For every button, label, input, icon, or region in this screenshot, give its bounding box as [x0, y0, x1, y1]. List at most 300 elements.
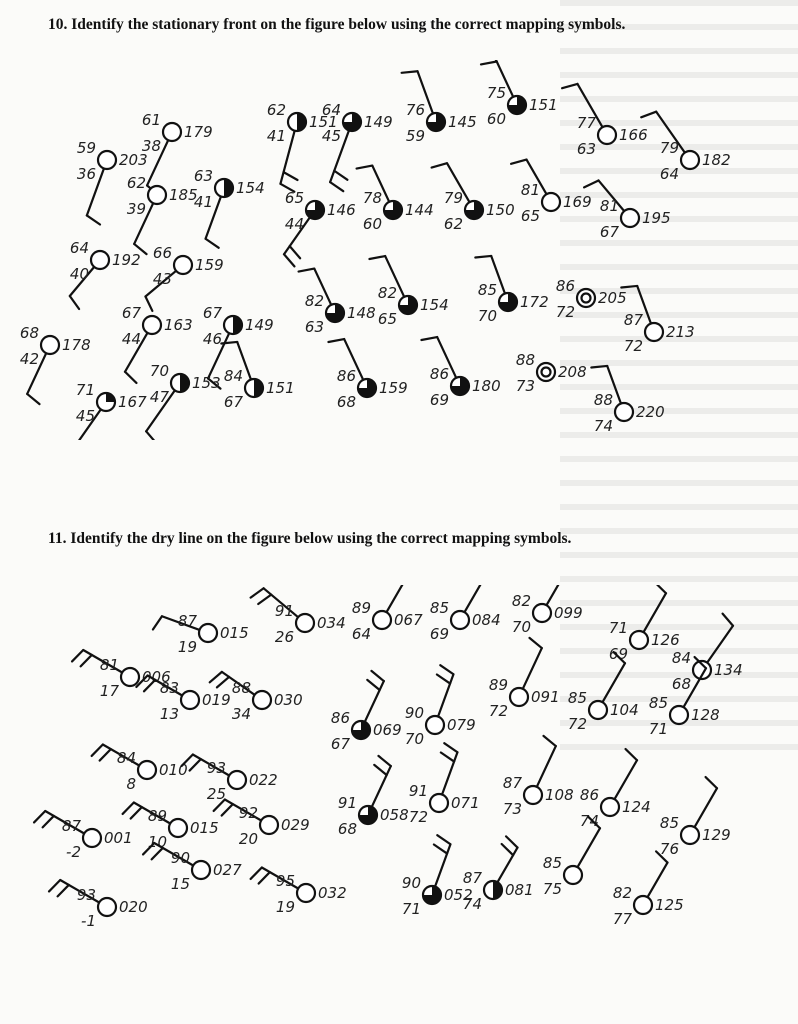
- temperature-label: 64: [69, 239, 89, 257]
- pressure-label: 151: [529, 96, 558, 114]
- cloud-cover-circle: [681, 826, 699, 844]
- pressure-label: 027: [213, 861, 242, 879]
- station-model[interactable]: [511, 160, 592, 225]
- pressure-label: 167: [118, 393, 147, 411]
- pressure-label: 153: [192, 374, 221, 392]
- dewpoint-label: 17: [99, 682, 119, 700]
- dewpoint-label: 8: [126, 775, 136, 793]
- station-model[interactable]: [72, 381, 147, 440]
- pressure-label: 180: [472, 377, 501, 395]
- station-model[interactable]: [221, 342, 294, 411]
- wind-staff: [372, 766, 391, 807]
- wind-barb: [131, 807, 142, 818]
- pressure-label: 159: [195, 256, 224, 274]
- station-model[interactable]: [562, 84, 648, 158]
- pressure-label: 030: [274, 691, 303, 709]
- pressure-label: 151: [266, 379, 295, 397]
- dewpoint-label: 60: [486, 110, 506, 128]
- pressure-label: 081: [505, 881, 534, 899]
- station-model[interactable]: [609, 585, 680, 663]
- temperature-label: 65: [284, 189, 304, 207]
- station-model[interactable]: [463, 836, 534, 913]
- dewpoint-label: 70: [404, 730, 424, 748]
- wind-barb: [222, 804, 233, 815]
- station-model[interactable]: [516, 351, 587, 395]
- dewpoint-label: 65: [520, 207, 540, 225]
- dewpoint-label: 20: [238, 830, 258, 848]
- temperature-label: 79: [443, 189, 463, 207]
- temperature-label: 85: [477, 281, 497, 299]
- dewpoint-label: 63: [304, 318, 324, 336]
- station-model[interactable]: [475, 256, 548, 325]
- wind-barb: [251, 588, 264, 597]
- dewpoint-label: 71: [401, 900, 421, 918]
- wind-barb: [58, 885, 69, 896]
- wind-barb: [374, 765, 386, 775]
- cloud-cover-circle: [192, 861, 210, 879]
- wind-barb: [284, 254, 294, 266]
- dewpoint-label: 72: [567, 715, 587, 733]
- pressure-label: 126: [651, 631, 680, 649]
- station-model[interactable]: [584, 180, 671, 241]
- temperature-label: 91: [408, 782, 428, 800]
- cloud-cover-circle: [260, 816, 278, 834]
- pressure-label: 205: [598, 289, 627, 307]
- station-model[interactable]: [153, 612, 249, 656]
- wind-barb: [584, 180, 598, 187]
- station-model[interactable]: [591, 366, 664, 435]
- station-model[interactable]: [123, 803, 219, 852]
- wind-barb: [34, 811, 45, 822]
- dewpoint-label: 74: [462, 895, 482, 913]
- cloud-cover-circle: [589, 701, 607, 719]
- temperature-label: 86: [429, 365, 449, 383]
- pressure-label: 067: [394, 611, 423, 629]
- temperature-label: 84: [223, 367, 243, 385]
- wind-barb: [146, 431, 156, 440]
- cloud-cover-circle: [297, 884, 315, 902]
- wind-barb: [475, 256, 491, 258]
- wind-barb: [626, 749, 637, 760]
- station-model[interactable]: [49, 880, 148, 930]
- station-model[interactable]: [182, 755, 278, 804]
- pressure-label: 071: [451, 794, 480, 812]
- wind-barb: [706, 777, 717, 788]
- station-model[interactable]: [145, 244, 223, 311]
- temperature-label: 90: [401, 874, 421, 892]
- dewpoint-label: 19: [275, 898, 295, 916]
- station-model[interactable]: [369, 256, 448, 328]
- wind-barb: [378, 756, 390, 766]
- cloud-cover-circle: [645, 323, 663, 341]
- pressure-label: 208: [558, 363, 587, 381]
- dewpoint-label: 72: [555, 303, 575, 321]
- wind-barb: [621, 286, 637, 288]
- station-model[interactable]: [430, 585, 501, 643]
- wind-barb: [153, 616, 162, 629]
- wind-barb: [190, 759, 201, 770]
- station-model[interactable]: [641, 112, 730, 183]
- pressure-label: 163: [164, 316, 193, 334]
- pressure-label: 128: [691, 706, 720, 724]
- cloud-cover-circle: [41, 336, 59, 354]
- station-model[interactable]: [72, 650, 171, 700]
- wind-barb: [284, 172, 298, 180]
- station-model[interactable]: [92, 745, 188, 794]
- wind-barb: [481, 61, 497, 64]
- wind-barb: [145, 296, 152, 310]
- wind-barb: [49, 880, 60, 891]
- wind-barb: [334, 171, 347, 180]
- wind-barb: [328, 339, 344, 342]
- cloud-cover-circle: [601, 798, 619, 816]
- pressure-label: 084: [472, 611, 501, 629]
- station-model[interactable]: [251, 868, 347, 917]
- wind-staff: [603, 663, 626, 702]
- dewpoint-label: 15: [170, 875, 190, 893]
- dewpoint-label: 74: [593, 417, 613, 435]
- temperature-label: 85: [429, 599, 449, 617]
- wind-barb: [511, 160, 526, 164]
- cloud-cover-circle: [169, 819, 187, 837]
- temperature-label: 91: [274, 602, 294, 620]
- wind-barb: [92, 745, 103, 756]
- dewpoint-label: 73: [502, 800, 522, 818]
- temperature-label: 91: [337, 794, 357, 812]
- wind-staff: [648, 863, 668, 898]
- station-model[interactable]: [352, 585, 423, 643]
- temperature-label: 71: [75, 381, 95, 399]
- station-model[interactable]: [338, 756, 409, 838]
- station-model[interactable]: [146, 362, 220, 440]
- temperature-label: 79: [659, 139, 679, 157]
- dewpoint-label: 67: [223, 393, 243, 411]
- temperature-label: 78: [362, 189, 382, 207]
- wind-barb: [432, 163, 447, 167]
- pressure-label: 034: [317, 614, 346, 632]
- pressure-label: 010: [159, 761, 188, 779]
- station-model[interactable]: [405, 665, 476, 748]
- wind-staff: [465, 585, 488, 612]
- temperature-label: 93: [76, 886, 96, 904]
- temperature-label: 82: [377, 284, 397, 302]
- pressure-label: 213: [666, 323, 695, 341]
- pressure-label: 220: [636, 403, 665, 421]
- temperature-label: 87: [61, 817, 81, 835]
- cloud-cover-circle: [630, 631, 648, 649]
- station-model-map-10[interactable]: [0, 60, 798, 440]
- station-model[interactable]: [621, 286, 694, 355]
- pressure-label: 069: [373, 721, 402, 739]
- station-model[interactable]: [476, 60, 557, 128]
- wind-barb: [562, 84, 577, 88]
- station-model-map-11[interactable]: [0, 585, 798, 955]
- cloud-cover-circle: [148, 186, 166, 204]
- cloud-cover-circle: [533, 604, 551, 622]
- temperature-label: 86: [579, 786, 599, 804]
- station-model[interactable]: [672, 614, 743, 693]
- dewpoint-label: 64: [659, 165, 679, 183]
- wind-barb: [27, 394, 39, 404]
- pressure-label: 148: [347, 304, 376, 322]
- temperature-label: 86: [336, 367, 356, 385]
- wind-barb: [258, 595, 271, 604]
- station-model[interactable]: [402, 71, 477, 145]
- temperature-label: 85: [567, 689, 587, 707]
- dewpoint-label: 69: [429, 391, 449, 409]
- temperature-label: 90: [170, 849, 190, 867]
- wind-barb: [440, 665, 453, 674]
- wind-barb: [437, 835, 450, 844]
- station-plot-svg-10[interactable]: [0, 60, 798, 440]
- temperature-label: 66: [152, 244, 172, 262]
- pressure-label: 185: [169, 186, 198, 204]
- pressure-label: 146: [327, 201, 356, 219]
- temperature-label: 87: [177, 612, 197, 630]
- station-model[interactable]: [556, 277, 627, 321]
- cloud-cover-circle: [542, 193, 560, 211]
- station-model[interactable]: [409, 743, 480, 826]
- wind-barb: [434, 845, 447, 854]
- station-model[interactable]: [34, 811, 133, 861]
- wind-barb: [357, 166, 373, 169]
- wind-staff: [365, 681, 384, 722]
- station-model[interactable]: [432, 163, 515, 233]
- cloud-cover-circle: [91, 251, 109, 269]
- cloud-cover-circle: [228, 771, 246, 789]
- wind-barb: [81, 655, 92, 666]
- station-plot-svg-11[interactable]: [0, 585, 798, 955]
- wind-barb: [655, 585, 666, 593]
- station-model[interactable]: [299, 269, 376, 336]
- temperature-label: 89: [488, 676, 508, 694]
- wind-staff: [644, 593, 667, 632]
- pressure-label: 144: [405, 201, 434, 219]
- dewpoint-label: 41: [266, 127, 286, 145]
- pressure-label: 015: [190, 819, 219, 837]
- dewpoint-label: 69: [429, 625, 449, 643]
- pressure-label: 020: [119, 898, 148, 916]
- wind-staff: [695, 788, 718, 827]
- wind-barb: [369, 256, 385, 259]
- wind-barb: [43, 816, 54, 827]
- station-model[interactable]: [421, 337, 500, 409]
- cloud-cover-circle: [83, 829, 101, 847]
- station-model[interactable]: [613, 851, 684, 928]
- temperature-label: 85: [542, 854, 562, 872]
- temperature-label: 63: [193, 167, 213, 185]
- wind-barb: [421, 337, 437, 340]
- dewpoint-label: 69: [608, 645, 628, 663]
- wind-barb: [217, 677, 229, 687]
- dewpoint-label: 62: [443, 215, 463, 233]
- pressure-label: 015: [220, 624, 249, 642]
- station-model[interactable]: [503, 736, 574, 818]
- cloud-cover-circle: [143, 316, 161, 334]
- wind-staff: [615, 760, 638, 799]
- temperature-label: 82: [511, 592, 531, 610]
- dewpoint-label: -1: [81, 912, 96, 930]
- pressure-label: 172: [520, 293, 549, 311]
- wind-staff: [387, 585, 411, 612]
- wind-barb: [100, 749, 111, 760]
- temperature-label: 88: [515, 351, 535, 369]
- station-model[interactable]: [512, 585, 583, 636]
- temperature-label: 85: [648, 694, 668, 712]
- station-model[interactable]: [568, 652, 639, 733]
- dewpoint-label: 72: [623, 337, 643, 355]
- pressure-label: 091: [531, 688, 560, 706]
- temperature-label: 89: [351, 599, 371, 617]
- wind-barb: [641, 112, 656, 118]
- station-model[interactable]: [214, 800, 310, 849]
- cloud-cover-circle: [430, 794, 448, 812]
- dewpoint-label: 38: [141, 137, 161, 155]
- dewpoint-label: 72: [408, 808, 428, 826]
- dewpoint-label: 44: [121, 330, 141, 348]
- pressure-label: 195: [642, 209, 671, 227]
- cloud-cover-circle: [681, 151, 699, 169]
- cloud-cover-circle: [634, 896, 652, 914]
- dewpoint-label: 63: [576, 140, 596, 158]
- temperature-label: 70: [149, 362, 169, 380]
- dewpoint-label: 70: [511, 618, 531, 636]
- temperature-label: 75: [486, 84, 506, 102]
- cloud-cover-circle: [510, 688, 528, 706]
- dewpoint-label: 60: [362, 215, 382, 233]
- wind-barb: [591, 366, 607, 368]
- pressure-label: 179: [184, 123, 213, 141]
- temperature-label: 88: [231, 679, 251, 697]
- pressure-label: 108: [545, 786, 574, 804]
- temperature-label: 81: [599, 197, 619, 215]
- cloud-cover-circle: [598, 126, 616, 144]
- temperature-label: 68: [19, 324, 39, 342]
- wind-barb: [367, 680, 379, 690]
- pressure-label: 019: [202, 691, 231, 709]
- pressure-label: 058: [380, 806, 409, 824]
- temperature-label: 93: [206, 759, 226, 777]
- pressure-label: 154: [420, 296, 449, 314]
- pressure-label: 001: [104, 829, 133, 847]
- station-model[interactable]: [660, 777, 731, 858]
- temperature-label: 89: [147, 807, 167, 825]
- dewpoint-label: 70: [477, 307, 497, 325]
- wind-barb: [441, 753, 454, 762]
- wind-barb: [221, 342, 237, 344]
- temperature-label: 61: [141, 111, 161, 129]
- station-model[interactable]: [194, 167, 265, 248]
- temperature-label: 64: [321, 101, 341, 119]
- temperature-label: 81: [520, 181, 540, 199]
- wind-staff: [498, 848, 518, 883]
- dewpoint-label: 45: [321, 127, 341, 145]
- dewpoint-label: 42: [19, 350, 39, 368]
- wind-barb: [290, 246, 300, 258]
- cloud-cover-circle: [426, 716, 444, 734]
- dewpoint-label: 77: [612, 910, 632, 928]
- dewpoint-label: 26: [274, 628, 294, 646]
- dewpoint-label: 76: [659, 840, 679, 858]
- wind-barb: [70, 296, 79, 309]
- dewpoint-label: 25: [206, 785, 226, 803]
- temperature-label: 92: [238, 804, 258, 822]
- temperature-label: 62: [266, 101, 286, 119]
- station-model[interactable]: [328, 339, 407, 411]
- wind-barb: [259, 872, 270, 883]
- dewpoint-label: 41: [193, 193, 213, 211]
- station-model[interactable]: [331, 671, 402, 753]
- cloud-cover-circle: [181, 691, 199, 709]
- dewpoint-label: 44: [284, 215, 304, 233]
- pressure-label: 151: [309, 113, 338, 131]
- station-model[interactable]: [251, 588, 346, 646]
- temperature-label: 95: [275, 872, 295, 890]
- dewpoint-label: 68: [336, 393, 356, 411]
- dewpoint-label: 40: [69, 265, 89, 283]
- station-model[interactable]: [70, 239, 141, 309]
- dewpoint-label: 71: [648, 720, 668, 738]
- wind-barb: [723, 614, 733, 626]
- dewpoint-label: 72: [488, 702, 508, 720]
- dewpoint-label: 65: [377, 310, 397, 328]
- wind-barb: [444, 743, 457, 752]
- dewpoint-label: 73: [515, 377, 535, 395]
- dewpoint-label: 67: [599, 223, 619, 241]
- wind-barb: [437, 675, 450, 684]
- wind-barb: [72, 650, 83, 661]
- dewpoint-label: 68: [671, 675, 691, 693]
- wind-staff: [547, 585, 570, 605]
- dewpoint-label: 43: [152, 270, 172, 288]
- cloud-cover-circle: [98, 151, 116, 169]
- dewpoint-label: 75: [542, 880, 562, 898]
- wind-staff: [707, 626, 733, 663]
- temperature-label: 83: [159, 679, 179, 697]
- pressure-label: 166: [619, 126, 648, 144]
- dewpoint-label: 10: [147, 833, 167, 851]
- station-model[interactable]: [284, 189, 356, 266]
- cloud-cover-circle: [199, 624, 217, 642]
- wind-barb: [125, 372, 136, 383]
- cloud-cover-circle: [121, 668, 139, 686]
- pressure-label: 079: [447, 716, 476, 734]
- wind-barb: [206, 239, 219, 248]
- wind-barb: [371, 671, 383, 681]
- pressure-label: 145: [448, 113, 477, 131]
- wind-barb: [543, 736, 555, 746]
- wind-barb: [506, 836, 517, 847]
- temperature-label: 59: [76, 139, 96, 157]
- station-model[interactable]: [127, 174, 198, 254]
- pressure-label: 125: [655, 896, 684, 914]
- cloud-cover-circle: [621, 209, 639, 227]
- pressure-label: 134: [714, 661, 743, 679]
- temperature-label: 76: [405, 101, 425, 119]
- temperature-label: 86: [555, 277, 575, 295]
- station-model[interactable]: [357, 166, 434, 233]
- dewpoint-label: 19: [177, 638, 197, 656]
- pressure-label: 154: [236, 179, 265, 197]
- station-model[interactable]: [489, 638, 560, 720]
- wind-barb: [123, 803, 134, 814]
- station-model[interactable]: [322, 101, 393, 191]
- temperature-label: 87: [623, 311, 643, 329]
- pressure-label: 129: [702, 826, 731, 844]
- wind-staff: [523, 648, 542, 689]
- pressure-label: 159: [379, 379, 408, 397]
- temperature-label: 87: [462, 869, 482, 887]
